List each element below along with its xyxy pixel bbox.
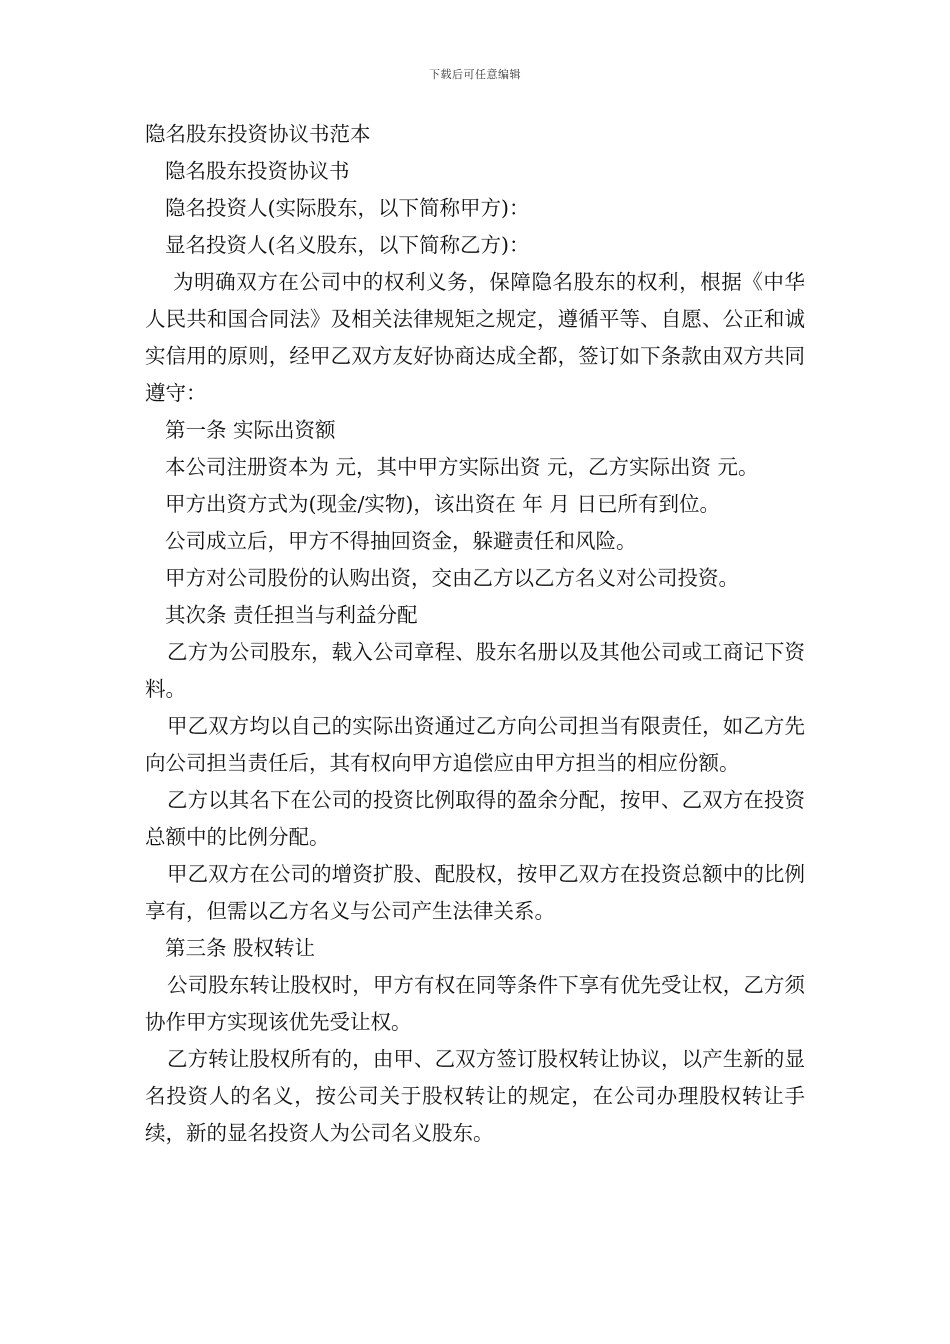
article-1-paragraph-1: 本公司注册资本为 元，其中甲方实际出资 元，乙方实际出资 元。 xyxy=(165,455,759,479)
party-b-line: 显名投资人(名义股东，以下简称乙方)： xyxy=(165,233,530,257)
article-3-paragraph-1: 公司股东转让股权时，甲方有权在同等条件下享有优先受让权，乙方须协作甲方实现该优先受让权。 xyxy=(145,973,805,1034)
article-3-paragraph-2: 乙方转让股权所有的，由甲、乙双方签订股权转让协议，以产生新的显名投资人的名义，按公司关于股权转让的规定，在公司办理股权转让手续，新的显名投资人为公司名义股东。 xyxy=(145,1047,805,1145)
agreement-subtitle: 隐名股东投资协议书 xyxy=(165,159,350,183)
article-2-paragraph-2: 甲乙双方均以自己的实际出资通过乙方向公司担当有限责任，如乙方先向公司担当责任后，其有权向甲方追偿应由甲方担当的相应份额。 xyxy=(145,714,805,775)
document-body xyxy=(145,116,805,1152)
article-1-paragraph-4: 甲方对公司股份的认购出资，交由乙方以乙方名义对公司投资。 xyxy=(165,566,739,590)
party-a-line: 隐名投资人(实际股东，以下简称甲方)： xyxy=(165,196,530,220)
article-1-heading: 第一条 实际出资额 xyxy=(165,418,336,442)
page-header: 下载后可任意编辑 xyxy=(429,68,521,81)
article-1-paragraph-3: 公司成立后，甲方不得抽回资金，躲避责任和风险。 xyxy=(165,529,637,553)
article-2-paragraph-1: 乙方为公司股东，载入公司章程、股东名册以及其他公司或工商记下资料。 xyxy=(145,640,805,701)
document-title: 隐名股东投资协议书范本 xyxy=(145,122,371,146)
article-2-paragraph-4: 甲乙双方在公司的增资扩股、配股权，按甲乙双方在投资总额中的比例享有，但需以乙方名义与公司产生法律关系。 xyxy=(145,862,805,923)
article-2-paragraph-3: 乙方以其名下在公司的投资比例取得的盈余分配，按甲、乙双方在投资总额中的比例分配。 xyxy=(145,788,805,849)
article-3-heading: 第三条 股权转让 xyxy=(165,936,316,960)
preamble-paragraph: 为明确双方在公司中的权利义务，保障隐名股东的权利，根据《中华人民共和国合同法》及相关法律规矩之规定，遵循平等、自愿、公正和诚实信用的原则，经甲乙双方友好协商达成全都，签订如下条款由双方共同遵守： xyxy=(145,270,805,405)
article-1-paragraph-2: 甲方出资方式为(现金/实物)，该出资在 年 月 日已所有到位。 xyxy=(165,492,720,516)
article-2-heading: 其次条 责任担当与利益分配 xyxy=(165,603,418,627)
